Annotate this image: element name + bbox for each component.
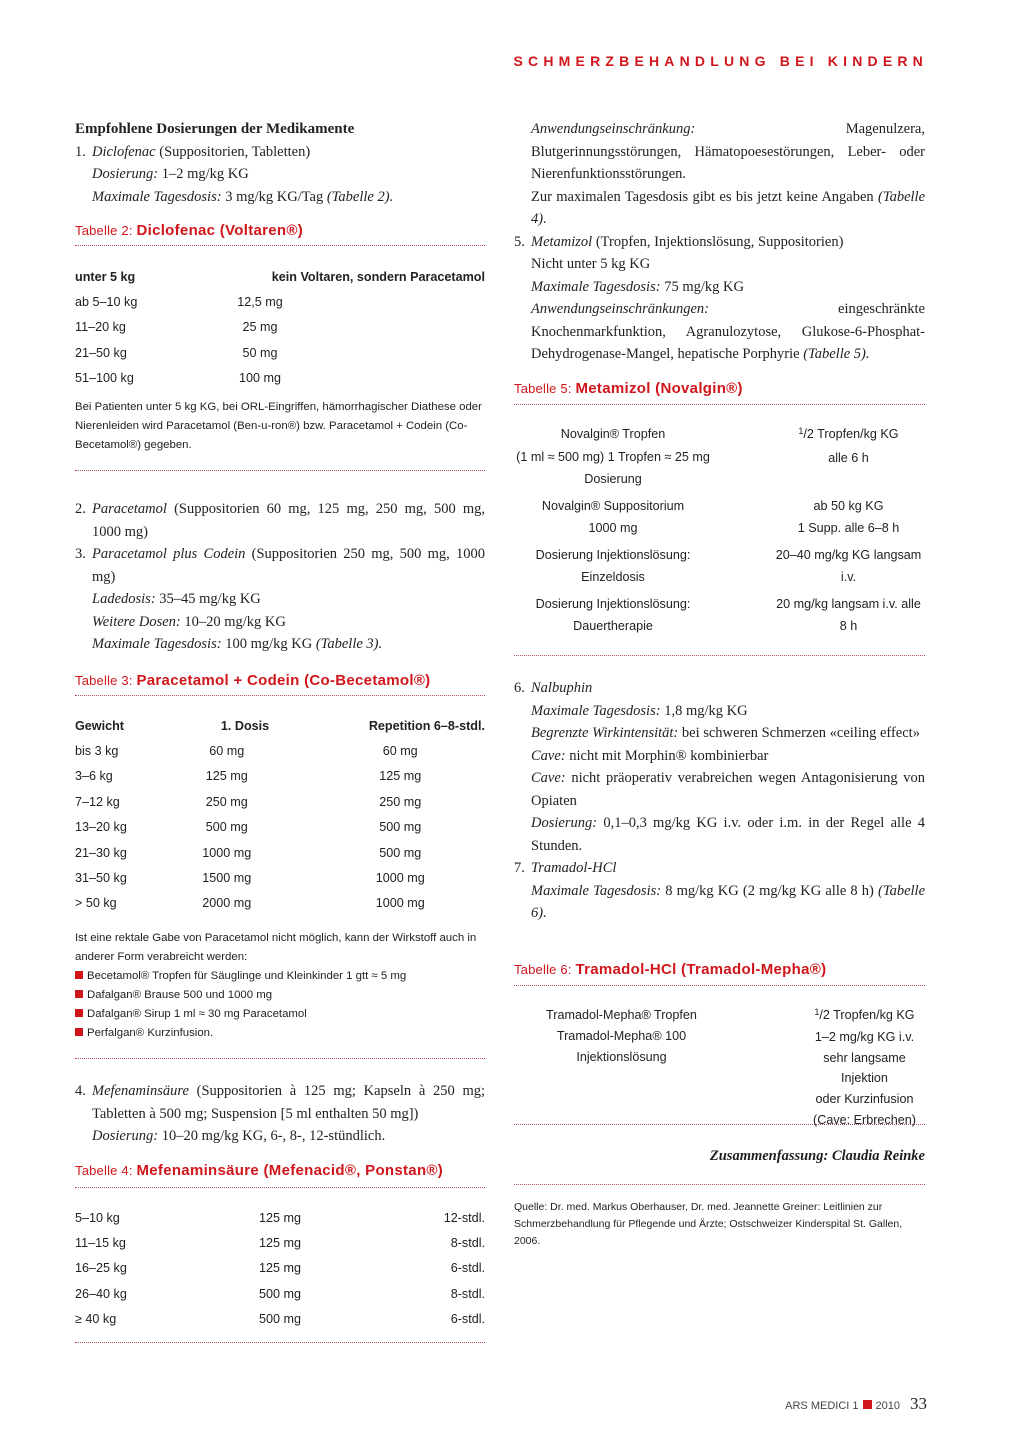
table-cell: Tramadol-Mepha® 100 Injektionslösung (556, 1028, 687, 1064)
bullet-item: Dafalgan® Brause 500 und 1000 mg (75, 986, 485, 1005)
divider (514, 1124, 925, 1125)
page-number: 33 (910, 1394, 927, 1413)
divider (75, 245, 485, 246)
table-5 (514, 423, 925, 638)
divider (75, 1187, 485, 1188)
table-header-row: Gewicht 1. Dosis Repetition 6–8-stdl. (75, 718, 485, 733)
bullet-square-icon (75, 990, 83, 998)
table-3-note: Ist eine rektale Gabe von Paracetamol nicht möglich, kann der Wirkstoff auch in anderer Form verabreicht werden: Becetamol® Tropfen für Säuglinge und Kleinkinder 1 gtt ≈ 5 mg Dafalgan® Brause 500 und 1000 mg Dafalgan® Sirup 1 ml ≈ 30 mg Paracetamol Perfalgan® Kurzinfusion. (75, 929, 485, 1043)
table-row: 26–40 kg 500 mg 8-stdl. (75, 1286, 485, 1301)
bullet-square-icon (75, 1009, 83, 1017)
item-nalbuphin: 6. Nalbuphin (514, 680, 593, 696)
table-row: Dosierung Injektionslösung: Dauertherapie 20 mg/kg langsam i.v. alle 8 h (535, 596, 921, 633)
item-diclofenac: 1. Diclofenac (Suppositorien, Tabletten) (75, 143, 311, 160)
table-row: Novalgin® Suppositorium 1000 mg ab 50 kg KG 1 Supp. alle 6–8 h (541, 498, 900, 535)
page-footer (785, 1394, 927, 1414)
divider (514, 655, 925, 656)
item-mefenaminsaeure: 4. Mefenaminsäure (Suppositorien à 125 mg; Kapseln à 250 mg; Tabletten à 500 mg; Suspension [5 ml enthalten 50 mg]) (75, 1083, 486, 1122)
table-cell: Tramadol-Mepha® Tropfen (546, 1008, 697, 1022)
running-header: SCHMERZBEHANDLUNG BEI KINDERN (513, 53, 928, 69)
table-6 (514, 1005, 925, 1131)
table-cell: $^1$/2 Tropfen/kg KG (814, 1007, 915, 1022)
dosage-continued: Anwendungseinschränkung: Magenulzera, Blutgerinnungsstörungen, Hämatopoesestörungen, Leber- oder Nierenfunktionsstörungen. Zur maximalen Tagesdosis gibt es bis jetzt keine Angaben (Tabelle 4). 5. Metamizol (Tropfen, Injektionslösung, Suppositorien) Nicht unter 5 kg KG Maximale Tagesdosis: 75 mg/kg KG Anwendungseinschränkungen: eingeschränkte Knochenmarkfunktion, Agranulozytose, Glukose-6-Phosphat-Dehydrogenase-Mangel, hepatische Porphyrie (Tabelle 5). (514, 121, 926, 362)
table-cell: (Cave: Erbrechen) (813, 1112, 916, 1127)
item-tramadol: 7. Tramadol-HCl (514, 860, 617, 876)
divider (75, 1058, 485, 1059)
table-row: 31–50 kg 1500 mg 1000 mg (75, 871, 425, 886)
table-row: 11–20 kg 25 mg (75, 320, 278, 335)
table-row: 13–20 kg 500 mg 500 mg (75, 820, 422, 835)
item-metamizol: 5. Metamizol (Tropfen, Injektionslösung, Suppositorien) (514, 233, 844, 250)
item-paracetamol-codein: 3. Paracetamol plus Codein (Suppositorien 250 mg, 500 mg, 1000 mg) (75, 546, 485, 585)
table-2 (75, 264, 485, 391)
table-row: 21–50 kg 50 mg (75, 345, 278, 360)
table-row: > 50 kg 2000 mg 1000 mg (75, 896, 425, 911)
section-heading: Empfohlene Dosierungen der Medikamente (75, 121, 355, 137)
table-row: ≥ 40 kg 500 mg 6-stdl. (75, 1312, 485, 1327)
table-cell: oder Kurzinfusion (815, 1092, 914, 1107)
table-3-heading: Tabelle 3: Paracetamol + Codein (Co-Becetamol®) (75, 672, 431, 689)
summary-author: Zusammenfassung: Claudia Reinke (709, 1148, 925, 1164)
table-row: 16–25 kg 125 mg 6-stdl. (75, 1261, 485, 1276)
bullet-item: Dafalgan® Sirup 1 ml ≈ 30 mg Paracetamol (75, 1005, 485, 1024)
table-2-heading: Tabelle 2: Diclofenac (Voltaren®) (75, 222, 304, 239)
square-separator-icon (863, 1400, 872, 1409)
table-row: 5–10 kg 125 mg 12-stdl. (75, 1210, 485, 1225)
divider (75, 1342, 485, 1343)
table-row: 7–12 kg 250 mg 250 mg (75, 794, 422, 809)
source-note: Quelle: Dr. med. Markus Oberhauser, Dr. med. Jeannette Greiner: Leitlinien zur Schmerzbehandlung für Pflegende und Ärzte; Ostschweizer Kinderspital St. Gallen, 2006. (514, 1201, 903, 1247)
table-6-heading: Tabelle 6: Tramadol-HCl (Tramadol-Mepha®) (514, 961, 827, 978)
table-row: bis 3 kg 60 mg 60 mg (75, 744, 418, 759)
table-4 (75, 1205, 485, 1332)
divider (514, 985, 925, 986)
table-row: Novalgin® Tropfen (1 ml ≈ 500 mg) 1 Tropfen ≈ 25 mg Dosierung $^1$/2 Tropfen/kg KG alle 6 h (516, 426, 899, 486)
table-2-note: Bei Patienten unter 5 kg KG, bei ORL-Eingriffen, hämorrhagischer Diathese oder Nierenleiden wird Paracetamol (Ben-u-ron®) bzw. Paracetamol + Codein (Co-Becetamol®) gegeben. (75, 401, 482, 451)
dosage-list-6-7: 6. Nalbuphin Maximale Tagesdosis: 1,8 mg/kg KG Begrenzte Wirkintensität: bei schweren Schmerzen «ceiling effect» Cave: nicht mit Morphin® kombinierbar Cave: nicht präoperativ verabreichen wegen Antagonisierung von Opiaten Dosierung: 0,1–0,3 mg/kg KG i.v. oder i.m. in der Regel alle 4 Stunden. 7. Tramadol-HCl Maximale Tagesdosis: 8 mg/kg KG (2 mg/kg KG alle 8 h) (Tabelle 6). (514, 677, 925, 925)
dosage-list-4: 4. Mefenaminsäure (Suppositorien à 125 mg; Kapseln à 250 mg; Tabletten à 500 mg; Suspension [5 ml enthalten 50 mg]) Dosierung: 10–20 mg/kg KG, 6-, 8-, 12-stündlich. (75, 1080, 485, 1148)
table-cell: sehr langsame Injektion (823, 1050, 906, 1086)
table-4-heading: Tabelle 4: Mefenaminsäure (Mefenacid®, Ponstan®) (75, 1162, 444, 1179)
bullet-square-icon (75, 1028, 83, 1036)
item-paracetamol: 2. Paracetamol (Suppositorien 60 mg, 125 mg, 250 mg, 500 mg, 1000 mg) (75, 501, 486, 540)
dosage-intro: Empfohlene Dosierungen der Medikamente 1. Diclofenac (Suppositorien, Tabletten) Dosierung: 1–2 mg/kg KG Maximale Tagesdosis: 3 mg/kg KG/Tag (Tabelle 2). (75, 118, 485, 208)
table-row: 21–30 kg 1000 mg 500 mg (75, 845, 422, 860)
divider (514, 404, 925, 405)
bullet-item: Becetamol® Tropfen für Säuglinge und Kleinkinder 1 gtt ≈ 5 mg (75, 967, 485, 986)
table-header-row: unter 5 kg kein Voltaren, sondern Paracetamol (75, 269, 485, 284)
table-3 (75, 713, 485, 916)
dosage-list-2-3: 2. Paracetamol (Suppositorien 60 mg, 125 mg, 250 mg, 500 mg, 1000 mg) 3. Paracetamol plus Codein (Suppositorien 250 mg, 500 mg, 1000 mg) Ladedosis: 35–45 mg/kg KG Weitere Dosen: 10–20 mg/kg KG Maximale Tagesdosis: 100 mg/kg KG (Tabelle 3). (75, 498, 485, 656)
divider (75, 695, 485, 696)
table-row: Dosierung Injektionslösung: Einzeldosis 20–40 mg/kg KG langsam i.v. (535, 547, 922, 584)
divider (514, 1184, 925, 1185)
journal-year: 2010 (875, 1400, 900, 1412)
bullet-square-icon (75, 971, 83, 979)
table-5-heading: Tabelle 5: Metamizol (Novalgin®) (514, 380, 743, 397)
journal-name: ARS MEDICI 1 (785, 1400, 859, 1412)
table-cell: 1–2 mg/kg KG i.v. (814, 1029, 915, 1044)
table-row: 3–6 kg 125 mg 125 mg (75, 769, 422, 784)
table-row: 51–100 kg 100 mg (75, 371, 281, 386)
divider (75, 470, 485, 471)
table-row: ab 5–10 kg 12,5 mg (75, 295, 283, 310)
table-row: 11–15 kg 125 mg 8-stdl. (75, 1236, 485, 1251)
bullet-item: Perfalgan® Kurzinfusion. (75, 1024, 485, 1043)
